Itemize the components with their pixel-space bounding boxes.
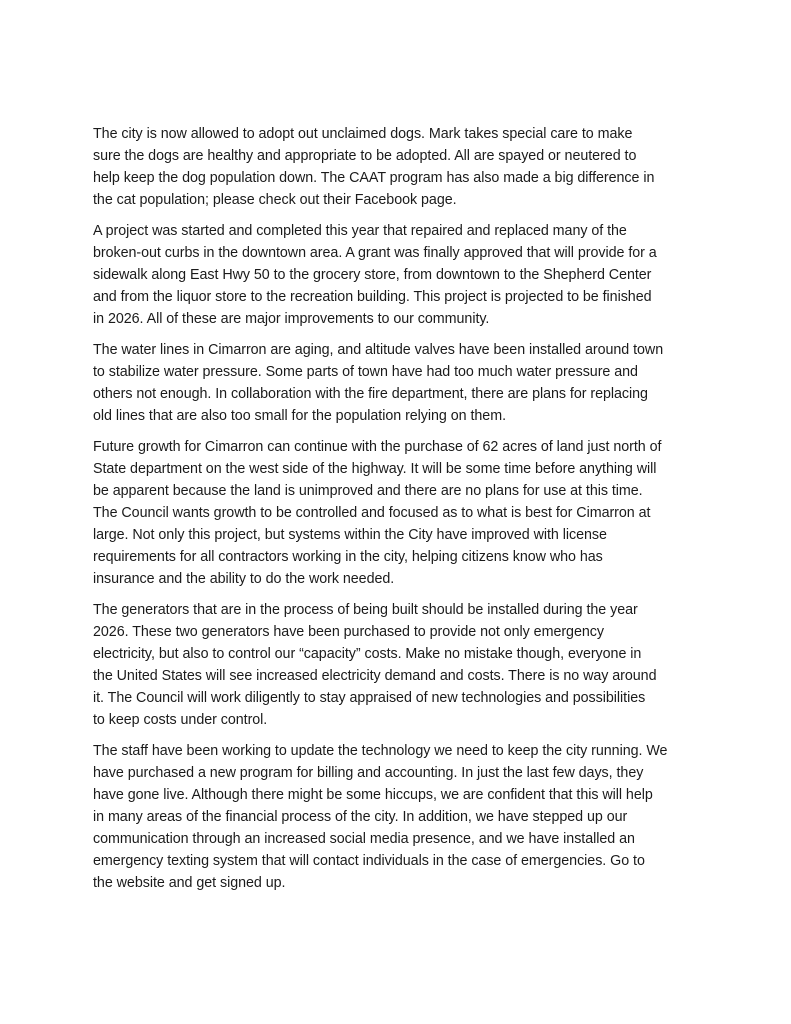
paragraph-dog-adoption: The city is now allowed to adopt out unclaimed dogs. Mark takes special care to make sure the dogs are healthy and appropriate to be adopted. All are spayed or neutered to help keep the dog population down. The CAAT program has also made a big difference in the cat population; please check out their Facebook page.	[93, 126, 655, 208]
document-body	[93, 123, 703, 903]
paragraph-curbs-sidewalk: A project was started and completed this year that repaired and replaced many of the broken-out curbs in the downtown area. A grant was finally approved that will provide for a sidewalk along East Hwy 50 to the grocery store, from downtown to the Shepherd Center and from the liquor store to the recreation building. This project is projected to be finished in 2026. All of these are major improvements to our community.	[93, 223, 657, 327]
paragraph-technology: The staff have been working to update the technology we need to keep the city running. We have purchased a new program for billing and accounting. In just the last few days, they have gone live. Although there might be some hiccups, we are confident that this will help in many areas of the financial process of the city. In addition, we have stepped up our communication through an increased social media presence, and we have installed an emergency texting system that will contact individuals in the case of emergencies. Go to the website and get signed up.	[93, 743, 668, 891]
paragraph-future-growth: Future growth for Cimarron can continue with the purchase of 62 acres of land just north of State department on the west side of the highway. It will be some time before anything will be apparent because the land is unimproved and there are no plans for use at this time. The Council wants growth to be controlled and focused as to what is best for Cimarron at large. Not only this project, but systems within the City have improved with license requirements for all contractors working in the city, helping citizens know who has insurance and the ability to do the work needed.	[93, 439, 662, 587]
paragraph-water-lines: The water lines in Cimarron are aging, and altitude valves have been installed around town to stabilize water pressure. Some parts of town have had too much water pressure and others not enough. In collaboration with the fire department, there are plans for replacing old lines that are also too small for the population relying on them.	[93, 342, 664, 424]
paragraph-generators: The generators that are in the process of being built should be installed during the year 2026. These two generators have been purchased to provide not only emergency electricity, but also to control our “capacity” costs. Make no mistake though, everyone in the United States will see increased electricity demand and costs. There is no way around it. The Council will work diligently to stay appraised of new technologies and possibilities to keep costs under control.	[93, 602, 657, 728]
